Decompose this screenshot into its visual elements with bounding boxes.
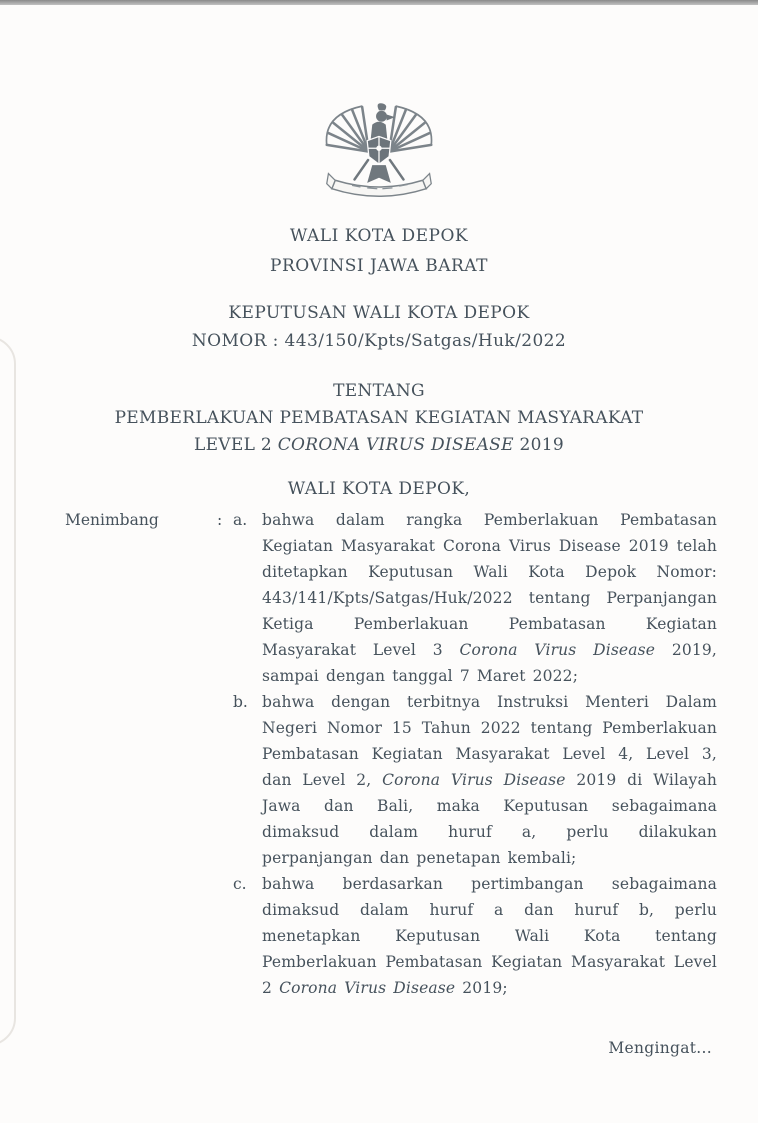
item-marker: b.	[233, 693, 248, 711]
subject-line1: PEMBERLAKUAN PEMBATASAN KEGIATAN MASYARAKAT	[114, 408, 644, 428]
item-marker: c.	[233, 875, 247, 893]
decree-subject	[0, 378, 758, 459]
authority-name: WALI KOTA DEPOK	[289, 226, 469, 246]
garuda-pancasila-icon	[320, 98, 438, 212]
considering-item-b	[233, 689, 717, 871]
decree-number: NOMOR : 443/150/Kpts/Satgas/Huk/2022	[191, 331, 567, 351]
item-text: bahwa berdasarkan pertimbangan sebagaimana dimaksud dalam huruf a dan huruf b, perlu menetapkan Keputusan Wali Kota tentang Pemberlakuan Pembatasan Kegiatan Masyarakat Level 2 Corona Virus Disease 2019;	[262, 875, 717, 997]
considering-items	[233, 507, 717, 1001]
item-text: bahwa dalam rangka Pemberlakuan Pembatasan Kegiatan Masyarakat Corona Virus Disease 2019 telah ditetapkan Keputusan Wali Kota Depok Nomor: 443/141/Kpts/Satgas/Huk/2022 tentang Perpanjangan Ketiga Pemberlakuan Pembatasan Kegiatan Masyarakat Level 3 Corona Virus Disease 2019, sampai dengan tanggal 7 Maret 2022;	[262, 511, 718, 685]
subject-line2: LEVEL 2 CORONA VIRUS DISEASE 2019	[193, 435, 564, 455]
salutation: WALI KOTA DEPOK,	[287, 479, 471, 499]
authority-province: PROVINSI JAWA BARAT	[270, 256, 488, 276]
considering-item-c	[233, 871, 717, 1001]
item-marker: a.	[233, 511, 248, 529]
scan-top-edge	[0, 0, 758, 5]
decree-title: KEPUTUSAN WALI KOTA DEPOK	[228, 303, 530, 323]
issuing-authority	[0, 221, 758, 281]
page-catchword: Mengingat...	[608, 1039, 712, 1057]
considering-colon: :	[217, 511, 223, 529]
considering-item-a	[233, 507, 717, 689]
subject-label: TENTANG	[333, 381, 425, 401]
considering-label: Menimbang	[65, 511, 159, 529]
decree-heading	[0, 299, 758, 355]
considering-section	[65, 507, 717, 1001]
item-text: bahwa dengan terbitnya Instruksi Menteri Dalam Negeri Nomor 15 Tahun 2022 tentang Pemberlakuan Pembatasan Kegiatan Masyarakat Level 4, Level 3, dan Level 2, Corona Virus Disease 2019 di Wilayah Jawa dan Bali, maka Keputusan sebagaimana dimaksud dalam huruf a, perlu dilakukan perpanjangan dan penetapan kembali;	[262, 693, 717, 867]
